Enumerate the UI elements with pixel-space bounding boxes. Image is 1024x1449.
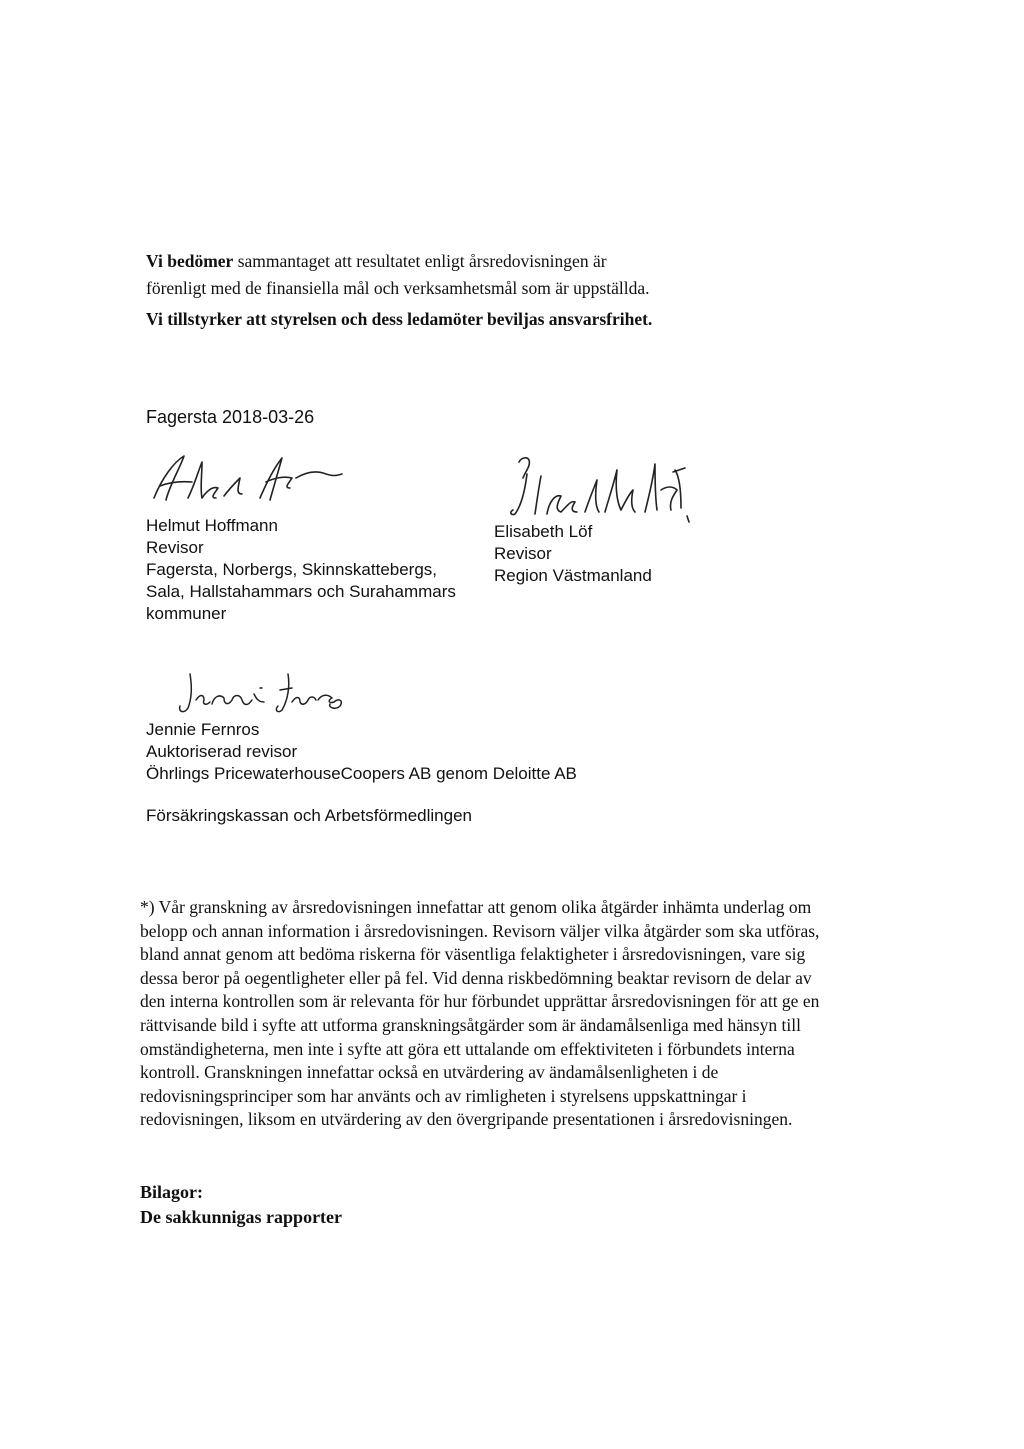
signer-hoffmann: [146, 515, 456, 625]
discharge-recommendation: Vi tillstyrker att styrelsen och dess ledamöter beviljas ansvarsfrihet.: [146, 309, 653, 329]
signer-name: Jennie Fernros: [146, 720, 260, 739]
signer-org-line: kommuner: [146, 604, 227, 623]
verdict-line-1: [146, 248, 746, 275]
attachments-heading: Bilagor:: [140, 1182, 203, 1202]
footnote-line: belopp och annan information i årsredovisningen. Revisorn väljer vilka åtgärder som ska utföras,: [140, 920, 820, 941]
footnote-line: kontroll. Granskningen innefattar också en utvärdering av ändamålsenligheten i de: [140, 1062, 719, 1083]
signer-lof: [494, 521, 652, 587]
footnote-line: *) Vår granskning av årsredovisningen innefattar att genom olika åtgärder inhämta underlag om: [140, 897, 812, 917]
signer-role: Revisor: [494, 544, 552, 563]
signer-role: Auktoriserad revisor: [146, 742, 298, 761]
audit-verdict: [146, 248, 746, 333]
signer-role: Revisor: [146, 538, 204, 557]
signer-org-line: Öhrlings PricewaterhouseCoopers AB genom Deloitte AB: [146, 764, 577, 783]
footnote-line: bland annat genom att bedöma riskerna för väsentliga felaktigheter i årsredovisningen, vare sig: [140, 944, 806, 965]
footnote-line: rättvisande bild i syfte att utforma granskningsåtgärder som är ändamålsenliga med hänsyn till: [140, 1014, 801, 1035]
signer-name: Elisabeth Löf: [494, 522, 593, 541]
signer-org-line: Sala, Hallstahammars och Surahammars: [146, 582, 456, 601]
footnote-line: redovisningsprinciper som har använts och av rimligheten i styrelsens uppskattningar i: [140, 1085, 747, 1106]
signature-fernros: [168, 666, 358, 718]
verdict-line-1-rest: sammantaget att resultatet enligt årsredovisningen är: [233, 251, 607, 271]
signer-fernros: [146, 719, 577, 785]
footnote-line: dessa beror på oegentligheter eller på fel. Vid denna riskbedömning beaktar revisorn de delar av: [140, 967, 812, 988]
additional-scope-line: Försäkringskassan och Arbetsförmedlingen: [146, 806, 472, 825]
audit-footnote: [140, 896, 910, 1132]
verdict-line-2: förenligt med de finansiella mål och verksamhetsmål som är uppställda.: [146, 278, 650, 298]
footnote-line: redovisningen, liksom en utvärdering av den övergripande presentationen i årsredovisningen.: [140, 1109, 793, 1130]
signature-hoffmann: [140, 448, 350, 508]
signer-name: Helmut Hoffmann: [146, 516, 278, 535]
footnote-line: omständigheterna, men inte i syfte att göra ett uttalande om effektiviteten i förbundets interna: [140, 1038, 795, 1059]
place-and-date: Fagersta 2018-03-26: [146, 407, 315, 427]
verdict-lead: Vi bedömer: [146, 251, 234, 271]
signature-lof: [505, 450, 695, 530]
attachments-section: [140, 1180, 342, 1230]
signer-org-line: Fagersta, Norbergs, Skinnskattebergs,: [146, 560, 438, 579]
signer-org-line: Region Västmanland: [494, 566, 652, 585]
attachment-item: De sakkunnigas rapporter: [140, 1207, 343, 1227]
footnote-line: den interna kontrollen som är relevanta för hur förbundet upprättar årsredovisningen för att ge en: [140, 991, 820, 1012]
